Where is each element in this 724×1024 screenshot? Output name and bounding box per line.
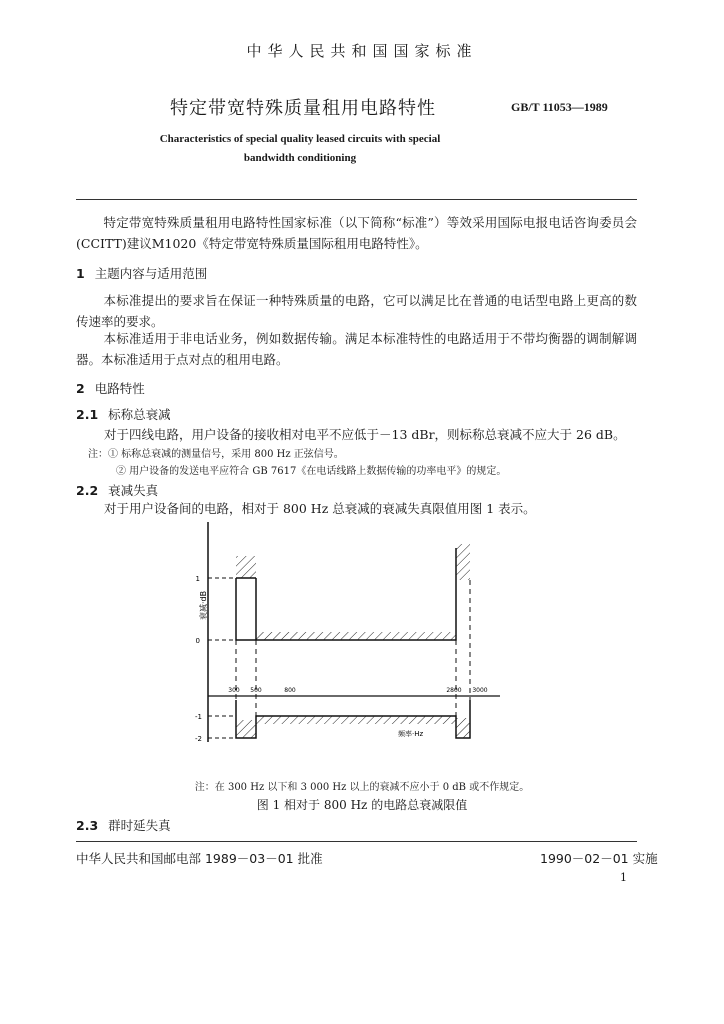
x-tick-label: 800 [284,687,296,694]
document-title: 特定带宽特殊质量租用电路特性 [170,98,436,119]
standard-name: 中华人民共和国国家标准 [246,42,478,60]
x-axis-label: 频率·Hz [398,730,424,738]
implementation-date: 1990－02－01 实施 [540,851,658,866]
section-title: 电路特性 [94,381,145,396]
upper-limit-line [236,548,456,640]
section-2-1-paragraph: 对于四线电路，用户设备的接收相对电平不应低于－13 dBr，则标称总衰减不应大于 26 dB。 [104,427,626,442]
section-number: 2 [76,381,85,396]
section-1-paragraph-2: 本标准适用于非电话业务，例如数据传输。满足本标准特性的电路适用于不带均衡器的调制解调器。本标准适用于点对点的租用电路。 [76,331,637,367]
section-2-heading [76,379,145,397]
lower-right-hatch [456,718,470,738]
section-2-2-paragraph: 对于用户设备间的电路，相对于 800 Hz 总衰减的衰减失真限值用图 1 表示。 [104,501,536,516]
upper-right-hatch [456,544,470,580]
y-tick-label: -1 [195,713,202,721]
y-tick-label: -2 [195,735,202,743]
section-number: 2.1 [76,407,99,422]
note-1: 注：① 标称总衰减的测量信号，采用 800 Hz 正弦信号。 [88,449,344,460]
attenuation-limit-figure [180,520,520,760]
y-tick-label: 1 [195,575,200,583]
figure-caption: 图 1 相对于 800 Hz 的电路总衰减限值 [256,798,468,812]
x-tick-label: 2800 [446,687,462,694]
english-title-line-1: Characteristics of special quality leased circuits with special [159,133,441,145]
footer-divider [76,841,637,842]
section-number: 1 [76,266,85,281]
note-2: ② 用户设备的发送电平应符合 GB 7617《在电话线路上数据传输的功率电平》的规定。 [116,466,507,477]
x-tick-label: 3000 [472,687,488,694]
upper-bottom-hatch [256,632,456,640]
title-divider [76,199,637,200]
section-title: 主题内容与适用范围 [94,266,208,281]
section-title: 标称总衰减 [108,407,171,422]
section-1-paragraph-1: 本标准提出的要求旨在保证一种特殊质量的电路，它可以满足比在普通的电话型电路上更高的数传速率的要求。 [76,293,637,329]
section-1-heading [76,264,207,282]
document-number: GB/T 11053—1989 [511,100,608,114]
y-tick-label: 0 [195,637,200,645]
section-2-2-heading [76,481,158,499]
section-2-1-heading [76,405,171,423]
lower-middle-hatch [256,716,456,724]
x-tick-label: 300 [228,687,240,694]
figure-footnote: 注：在 300 Hz 以下和 3 000 Hz 以上的衰减不应小于 0 dB 或不作规定。 [194,782,530,793]
section-title: 群时延失真 [108,818,171,833]
lower-left-hatch [236,720,256,738]
intro-paragraph: 特定带宽特殊质量租用电路特性国家标准（以下简称“标准”）等效采用国际电报电话咨询委员会(CCITT)建议M1020《特定带宽特殊质量国际租用电路特性》。 [76,215,637,251]
x-tick-label: 500 [250,687,262,694]
english-title-line-2: bandwidth conditioning [243,152,357,164]
page-number: 1 [620,871,627,884]
approval-line: 中华人民共和国邮电部 1989－03－01 批准 [76,851,323,866]
section-number: 2.2 [76,483,99,498]
section-number: 2.3 [76,818,99,833]
section-title: 衰减失真 [108,483,159,498]
section-2-3-heading [76,816,171,834]
y-axis-label: 衰减·dB [199,590,208,620]
upper-left-hatch [236,556,256,578]
